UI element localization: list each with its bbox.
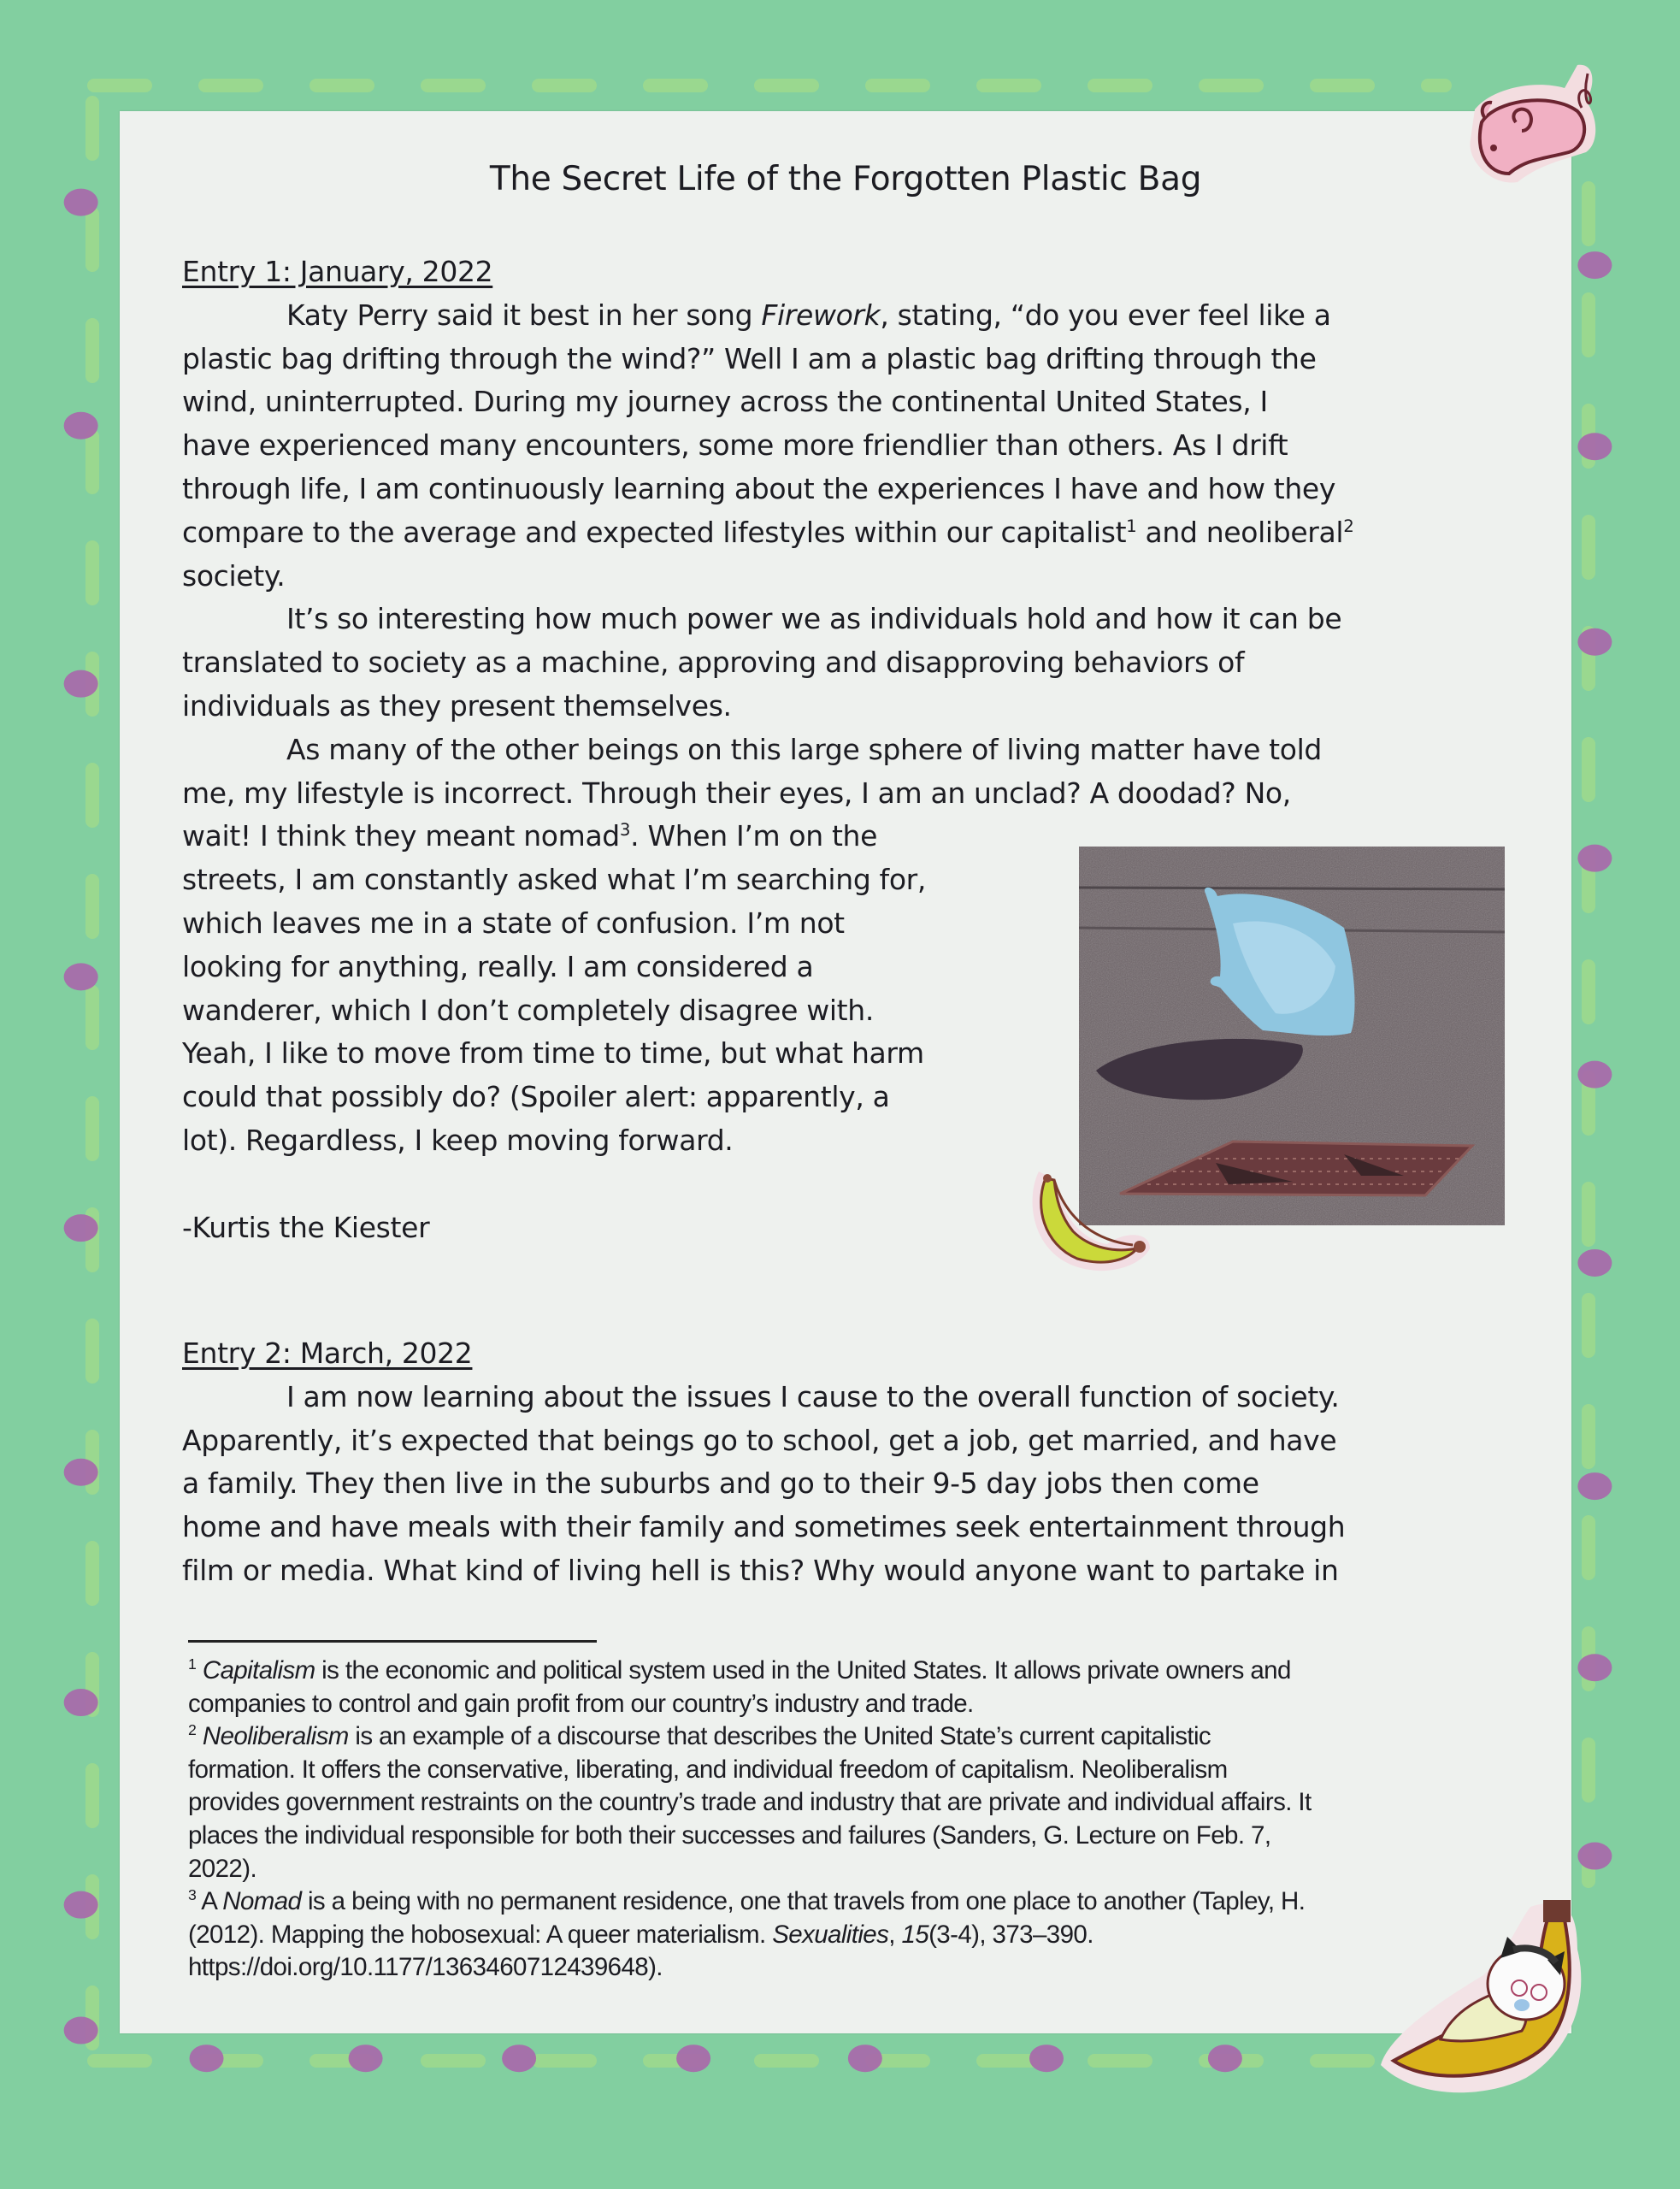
- border-dot: [1577, 1061, 1612, 1089]
- text-segment: could that possibly do? (Spoiler alert: apparently, a: [182, 1080, 890, 1114]
- text-line: [182, 1549, 1345, 1593]
- border-dot: [676, 2044, 710, 2072]
- border-dot: [64, 189, 98, 216]
- text-segment: Apparently, it’s expected that beings go to school, get a job, get married, and have: [182, 1423, 1337, 1457]
- border-dot: [502, 2044, 536, 2072]
- border-dot: [1577, 1249, 1612, 1277]
- text-line: [188, 1885, 1312, 1919]
- text-segment: individuals as they present themselves.: [182, 688, 732, 723]
- border-dot: [848, 2044, 882, 2072]
- border-dot: [1577, 433, 1612, 460]
- text-segment: translated to society as a machine, approving and disapproving behaviors of: [182, 646, 1245, 680]
- text-line: [182, 729, 1353, 772]
- italic-text: Neoliberalism: [202, 1722, 349, 1751]
- text-segment: compare to the average and expected lifestyles within our capitalist: [182, 515, 1127, 549]
- border-dot: [64, 1459, 98, 1486]
- text-line: [188, 1820, 1312, 1853]
- text-line: [182, 641, 1353, 685]
- text-segment: have experienced many encounters, some more friendlier than others. As I drift: [182, 428, 1288, 463]
- text-segment: places the individual responsible for both their successes and failures (Sanders, G. Lecture on Feb. 7,: [188, 1820, 1271, 1850]
- text-segment: is an example of a discourse that describes the United State’s current capitalistic: [348, 1722, 1211, 1751]
- border-dot: [1029, 2044, 1064, 2072]
- text-segment: (3-4), 373–390.: [928, 1920, 1093, 1949]
- text-segment: [196, 1656, 203, 1685]
- text-line: [182, 1376, 1345, 1419]
- text-segment: streets, I am constantly asked what I’m searching for,: [182, 863, 927, 897]
- border-dot: [64, 670, 98, 698]
- page-title: The Secret Life of the Forgotten Plastic Bag: [489, 160, 1202, 198]
- border-dot: [1577, 628, 1612, 656]
- italic-text: Capitalism: [202, 1656, 315, 1685]
- text-line: [188, 1919, 1312, 1952]
- text-segment: provides government restraints on the country’s trade and industry that are private and individual affairs. It: [188, 1788, 1312, 1817]
- text-segment: https://doi.org/10.1177/1363460712439648).: [188, 1953, 663, 1982]
- text-line: [188, 1655, 1312, 1688]
- text-line: [188, 1720, 1312, 1754]
- entry-heading: [182, 1332, 1345, 1376]
- text-line: [182, 1506, 1345, 1549]
- text-line: [182, 1462, 1345, 1506]
- text-line: [182, 381, 1353, 424]
- text-segment: plastic bag drifting through the wind?” Well I am a plastic bag drifting through the: [182, 341, 1317, 375]
- text-segment: a family. They then live in the suburbs and go to their 9-5 day jobs then come: [182, 1466, 1259, 1501]
- text-segment: It’s so interesting how much power we as individuals hold and how it can be: [286, 602, 1342, 636]
- border-dot: [1577, 1654, 1612, 1681]
- entry-heading-text: Entry 2: March, 2022: [182, 1336, 473, 1370]
- text-line: [182, 555, 1353, 599]
- footnote-marker: 1: [1126, 516, 1137, 536]
- pig-sticker: [1458, 58, 1607, 195]
- text-segment: film or media. What kind of living hell is this? Why would anyone want to partake in: [182, 1553, 1339, 1587]
- text-segment: (2012). Mapping the hobosexual: A queer materialism.: [188, 1920, 773, 1949]
- border-dot: [64, 412, 98, 440]
- text-line: [182, 511, 1353, 555]
- border-dot: [64, 963, 98, 990]
- text-segment: ,: [888, 1920, 902, 1949]
- border-dot: [1577, 1472, 1612, 1500]
- text-segment: , stating, “do you ever feel like a: [880, 298, 1331, 332]
- text-line: [182, 1419, 1345, 1463]
- footnote-marker: 3: [619, 820, 631, 841]
- text-segment: . When I’m on the: [630, 819, 878, 853]
- text-line: [182, 772, 1353, 816]
- text-segment: lot). Regardless, I keep moving forward.: [182, 1123, 734, 1157]
- border-dot: [349, 2044, 383, 2072]
- text-line: [182, 294, 1353, 338]
- text-line: [188, 1754, 1312, 1787]
- border-dot: [64, 1891, 98, 1919]
- text-line: [182, 598, 1353, 641]
- text-segment: is a being with no permanent residence, one that travels from one place to another (Tapley, H.: [301, 1887, 1306, 1916]
- text-line: [188, 1786, 1312, 1820]
- text-segment: [196, 1722, 203, 1750]
- footnote-marker: 1: [188, 1655, 197, 1673]
- text-segment: Katy Perry said it best in her song: [286, 298, 762, 332]
- entry-heading: [182, 251, 1353, 294]
- text-segment: I am now learning about the issues I cause to the overall function of society.: [286, 1379, 1340, 1413]
- text-segment: wait! I think they meant nomad: [182, 819, 620, 853]
- text-segment: is the economic and political system used in the United States. It allows private owners and: [315, 1656, 1291, 1685]
- footnote-separator: [188, 1640, 597, 1643]
- text-segment: which leaves me in a state of confusion. I’m not: [182, 906, 845, 940]
- text-segment: Yeah, I like to move from time to time, but what harm: [182, 1036, 924, 1071]
- footnote-marker: 2: [1343, 516, 1354, 536]
- text-segment: home and have meals with their family and sometimes seek entertainment through: [182, 1510, 1346, 1544]
- text-segment: 2022).: [188, 1854, 257, 1883]
- footnote-marker: 2: [188, 1721, 197, 1739]
- text-line: [182, 338, 1353, 381]
- border-dot: [1577, 1843, 1612, 1870]
- footnote-marker: 3: [188, 1886, 197, 1904]
- text-segment: through life, I am continuously learning about the experiences I have and how they: [182, 471, 1336, 505]
- entry-heading-text: Entry 1: January, 2022: [182, 255, 493, 288]
- border-dot: [1577, 251, 1612, 279]
- text-segment: wanderer, which I don’t completely disagree with.: [182, 993, 874, 1027]
- entry-2: [182, 1332, 1345, 1593]
- text-line: [188, 1853, 1312, 1886]
- text-segment: looking for anything, really. I am considered a: [182, 949, 814, 983]
- cat-in-banana-sticker: [1372, 1890, 1607, 2103]
- italic-text: Firework: [761, 298, 881, 332]
- italic-text: 15: [901, 1920, 929, 1949]
- text-segment: -Kurtis the Kiester: [182, 1210, 430, 1244]
- border-dot: [190, 2044, 224, 2072]
- italic-text: Sexualities: [772, 1920, 889, 1949]
- text-segment: As many of the other beings on this large sphere of living matter have told: [286, 732, 1323, 766]
- banana-sticker: [1022, 1163, 1158, 1278]
- border-dot: [64, 2017, 98, 2044]
- text-segment: A: [196, 1887, 223, 1916]
- border-dot: [64, 1689, 98, 1716]
- text-line: [188, 1951, 1312, 1985]
- footnotes: [188, 1655, 1312, 1985]
- text-segment: me, my lifestyle is incorrect. Through their eyes, I am an unclad? A doodad? No,: [182, 776, 1291, 810]
- text-segment: companies to control and gain profit from our country’s industry and trade.: [188, 1689, 974, 1718]
- text-segment: wind, uninterrupted. During my journey across the continental United States, I: [182, 385, 1268, 419]
- text-line: [182, 424, 1353, 468]
- border-dot: [1208, 2044, 1242, 2072]
- border-dot: [1577, 845, 1612, 872]
- text-segment: society.: [182, 558, 286, 593]
- text-line: [182, 468, 1353, 511]
- text-segment: formation. It offers the conservative, liberating, and individual freedom of capitalism. Neoliberalism: [188, 1755, 1228, 1784]
- italic-text: Nomad: [222, 1887, 302, 1916]
- text-segment: and neoliberal: [1136, 515, 1344, 549]
- text-line: [182, 685, 1353, 729]
- border-dot: [64, 1214, 98, 1242]
- text-line: [188, 1688, 1312, 1721]
